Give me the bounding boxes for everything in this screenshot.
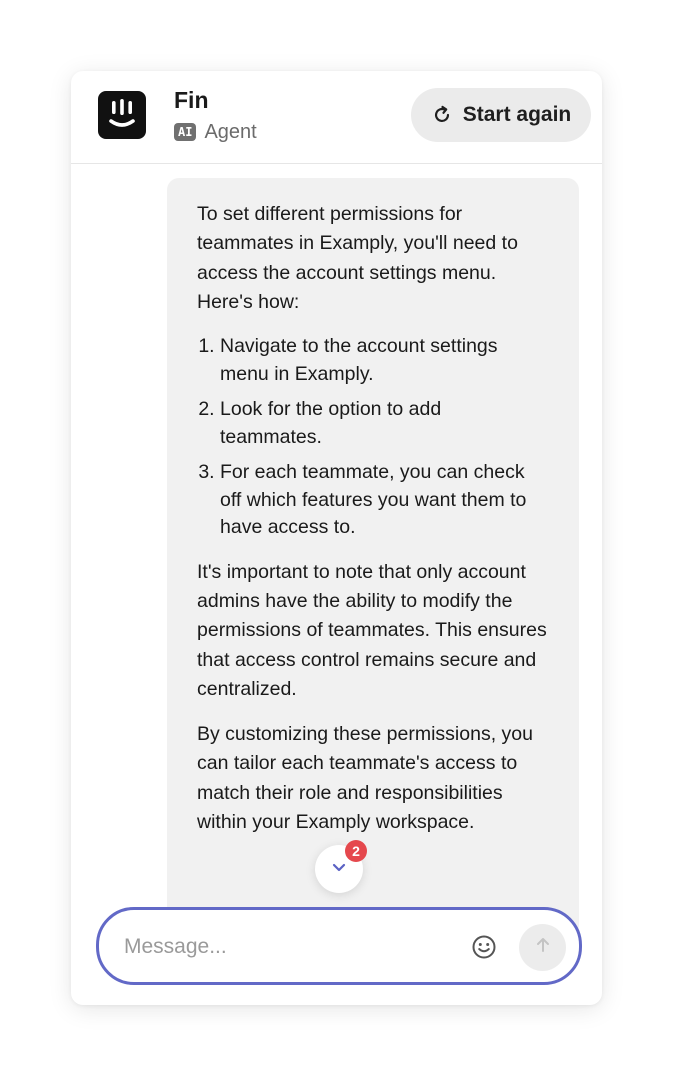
message-intro: To set different permissions for teammates in Examply, you'll need to access the account settings menu. Here's how: — [197, 203, 518, 313]
intercom-logo-icon — [98, 91, 146, 139]
agent-name: Fin — [174, 87, 209, 113]
start-again-label: Start again — [462, 103, 572, 126]
message-body — [197, 200, 547, 853]
message-composer — [96, 907, 582, 985]
list-item: 2. Look for the option to add teammates. — [220, 396, 547, 451]
messenger-header — [71, 71, 602, 164]
list-item: 1. Navigate to the account settings menu in Examply. — [220, 333, 547, 388]
steps-list — [197, 333, 547, 542]
ai-badge: AI — [174, 123, 196, 141]
unread-count-badge: 2 — [345, 840, 367, 862]
agent-role-label: Agent — [204, 120, 257, 143]
message-input[interactable] — [122, 928, 426, 966]
message-paragraph: By customizing these permissions, you can tailor each teammate's access to match their role and responsibilities within your Examply workspace. — [197, 723, 533, 834]
messenger-widget — [71, 71, 602, 1005]
send-button[interactable] — [519, 924, 566, 971]
emoji-icon[interactable] — [471, 934, 497, 960]
arrow-up-icon — [533, 935, 553, 960]
start-again-button[interactable] — [411, 88, 591, 142]
list-item: 3. For each teammate, you can check off which features you want them to have access to. — [220, 459, 547, 542]
refresh-icon — [431, 104, 453, 126]
agent-message-bubble — [167, 178, 579, 938]
message-paragraph: It's important to note that only account admins have the ability to modify the permissions of teammates. This ensures that access control remains secure and centralized. — [197, 560, 547, 700]
chevron-down-icon — [330, 858, 348, 881]
agent-role — [174, 120, 257, 144]
